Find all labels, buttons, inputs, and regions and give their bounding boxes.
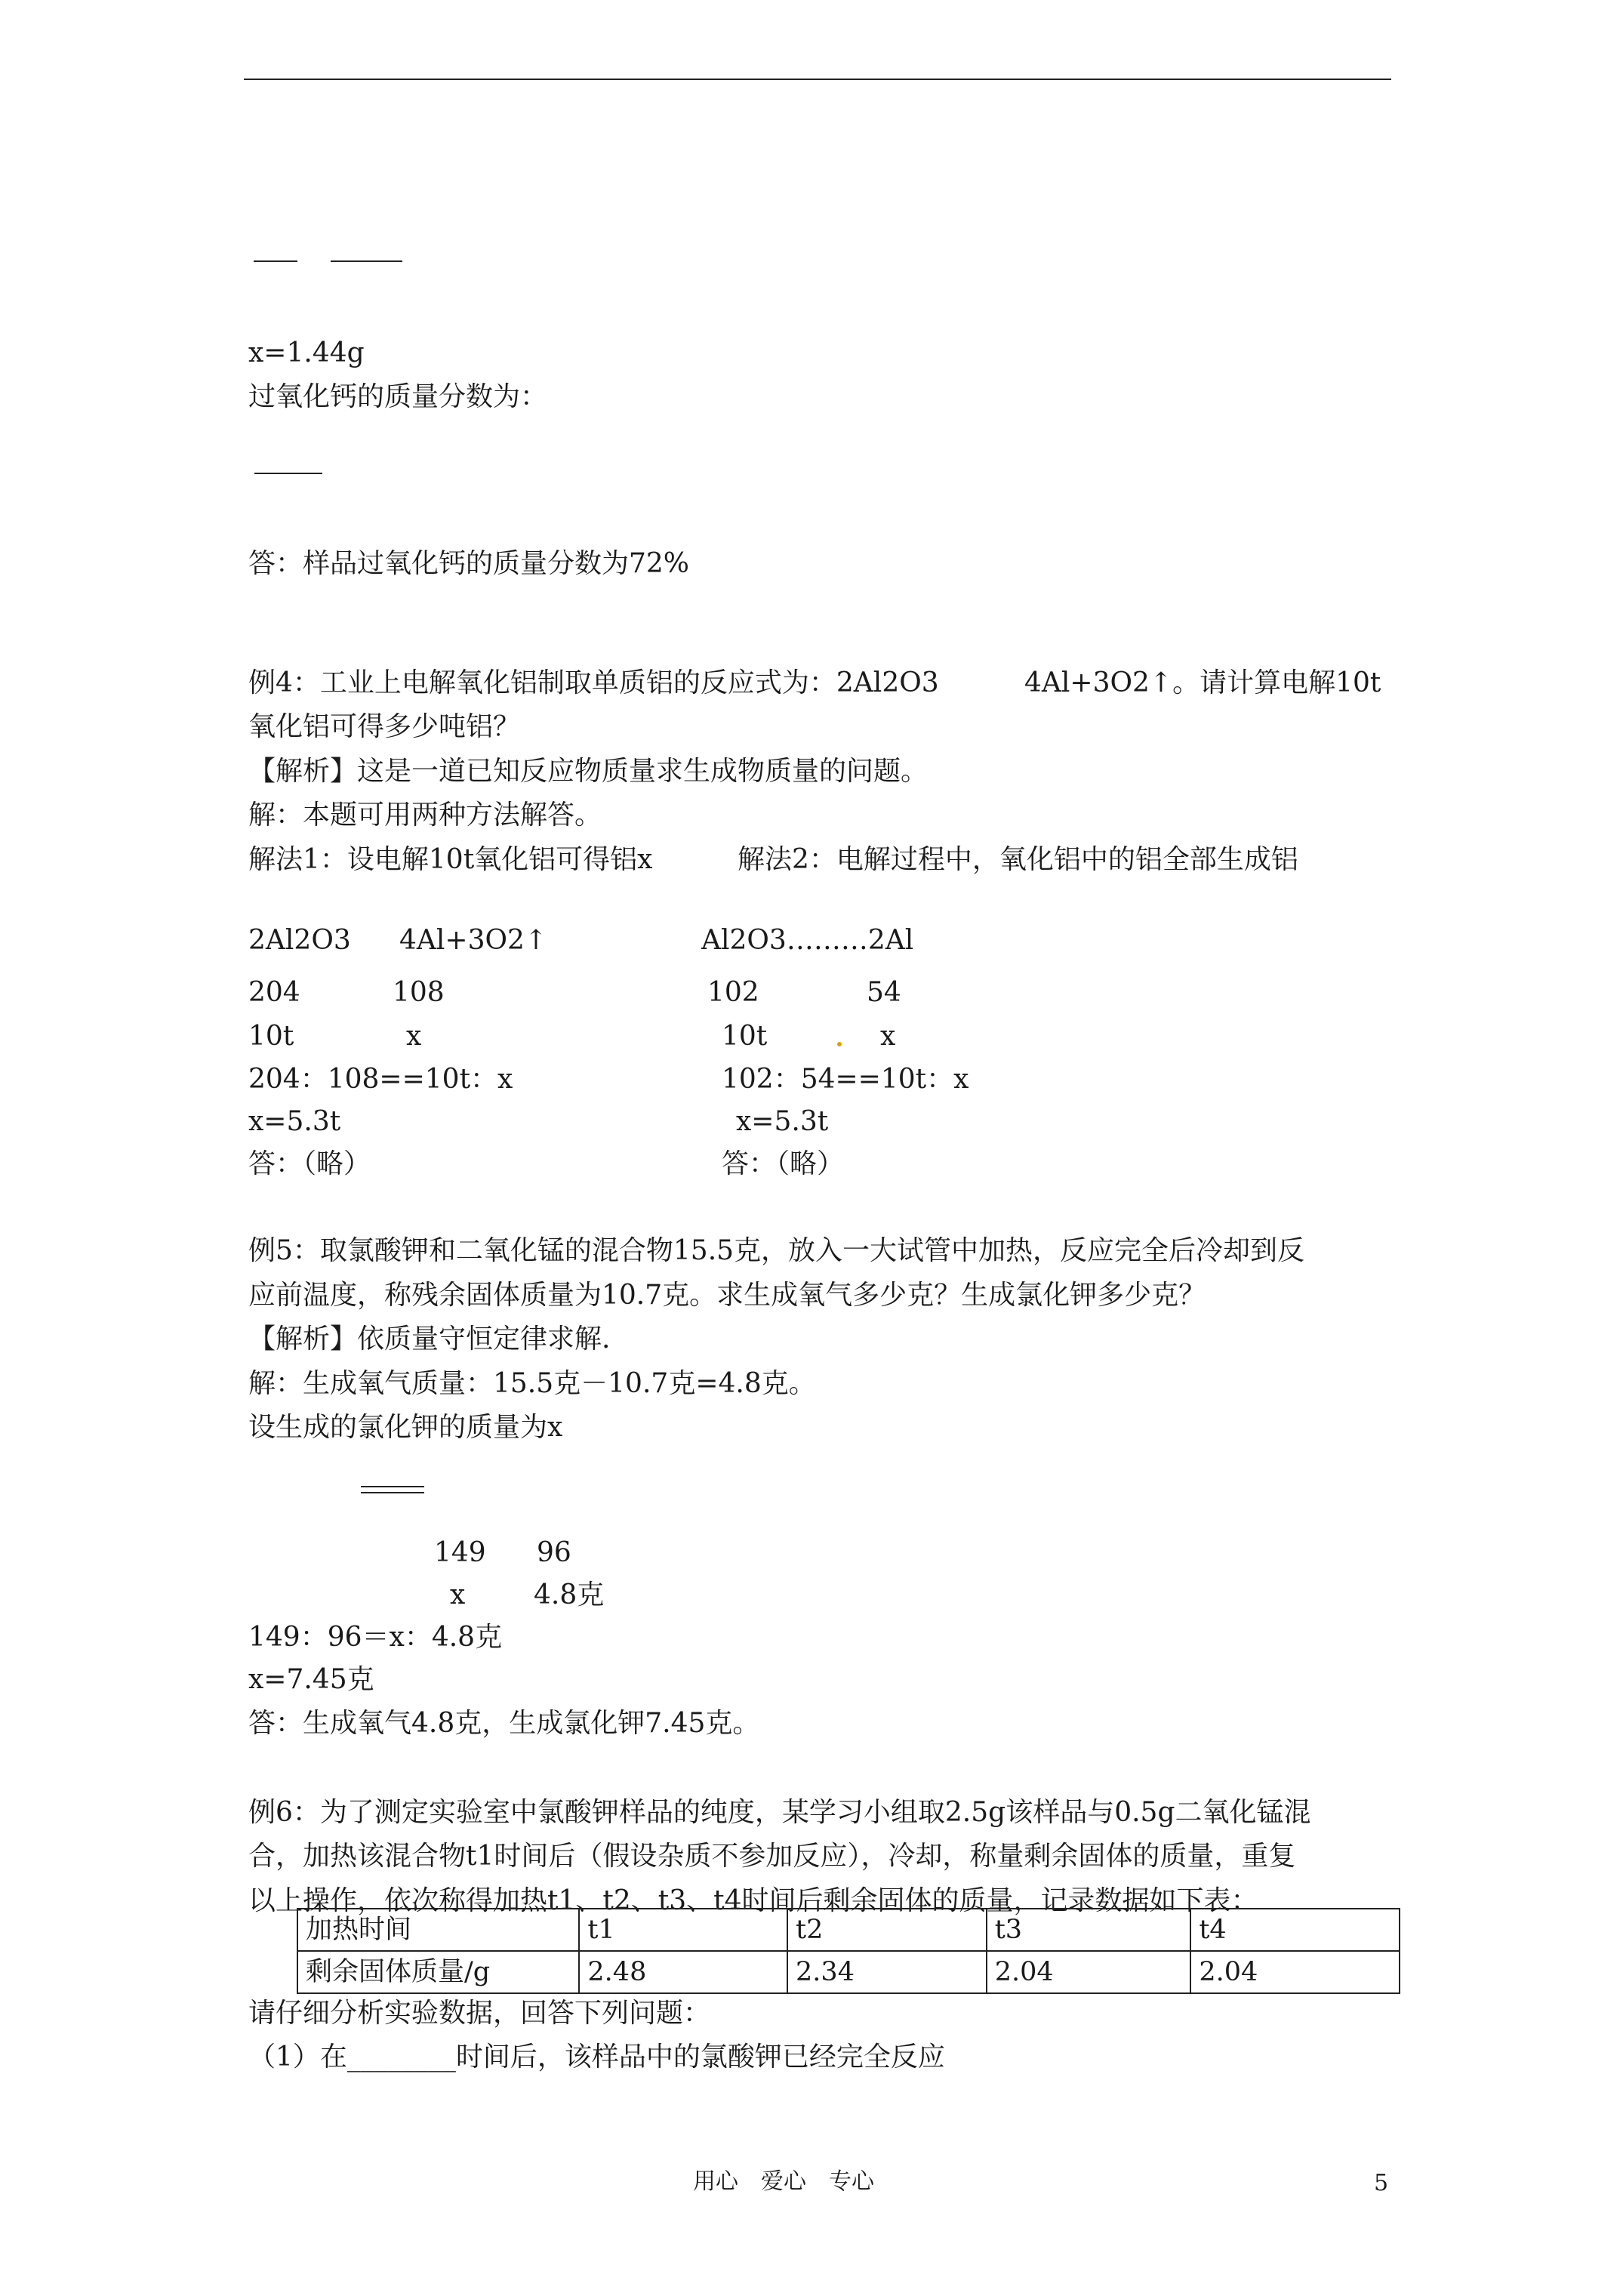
fraction-bar xyxy=(254,260,297,262)
equation-sign xyxy=(361,1492,424,1493)
table-cell: 剩余固体质量/g xyxy=(297,1951,579,1993)
table-row xyxy=(297,1951,1400,1993)
text-line: 解法1：设电解10t氧化铝可得铝x xyxy=(248,844,653,875)
text-line: 答：生成氧气4.8克，生成氯化钾7.45克。 xyxy=(248,1708,760,1739)
text-line: 解：生成氧气质量：15.5克－10.7克=4.8克。 xyxy=(248,1368,816,1399)
text-line: 例6：为了测定实验室中氯酸钾样品的纯度，某学习小组取2.5g该样品与0.5g二氧化锰混 xyxy=(248,1797,1311,1828)
data-table xyxy=(297,1908,1400,1994)
table-cell: 2.04 xyxy=(987,1951,1191,1993)
equation-line: 2Al2O3 xyxy=(248,925,351,956)
table-cell: t2 xyxy=(787,1909,987,1951)
equation-line: 4.8克 xyxy=(534,1579,605,1610)
text-line: 149：96＝x：4.8克 xyxy=(248,1622,503,1653)
table-cell: 2.48 xyxy=(579,1951,787,1993)
equation-line: 102：54==10t：x xyxy=(722,1064,969,1095)
table-cell: t4 xyxy=(1190,1909,1400,1951)
equation-line: x xyxy=(406,1021,422,1052)
equation-line: x=5.3t xyxy=(736,1106,829,1137)
text-line: 解：本题可用两种方法解答。 xyxy=(248,800,602,831)
table-cell: 加热时间 xyxy=(297,1909,579,1951)
equation-line: x xyxy=(880,1021,896,1052)
table-cell: 2.34 xyxy=(787,1951,987,1993)
equation-line: 54 xyxy=(867,977,901,1008)
equation-line: 102 xyxy=(707,977,759,1008)
text-line: 解法2：电解过程中，氧化铝中的铝全部生成铝 xyxy=(738,844,1298,875)
equation-line: x xyxy=(450,1579,466,1610)
equation-line: 10t xyxy=(722,1021,768,1052)
text-line: 合，加热该混合物t1时间后（假设杂质不参加反应），冷却，称量剩余固体的质量，重复 xyxy=(248,1841,1296,1872)
marker-dot xyxy=(837,1042,842,1046)
table-cell: t3 xyxy=(987,1909,1191,1951)
text-line: 答：样品过氧化钙的质量分数为72% xyxy=(248,548,690,579)
footer-motto: 用心 爱心 专心 xyxy=(693,2168,874,2195)
text-line: 【解析】这是一道已知反应物质量求生成物质量的问题。 xyxy=(248,756,929,787)
equation-line: 204 xyxy=(248,977,300,1008)
equation-line: x=5.3t xyxy=(248,1106,341,1137)
text-line: 过氧化钙的质量分数为： xyxy=(248,381,548,412)
equation-line: 答：（略） xyxy=(248,1148,371,1179)
equation-sign xyxy=(361,1486,424,1487)
equation-line: 149 xyxy=(434,1537,486,1568)
text-line: （1）在________时间后，该样品中的氯酸钾已经完全反应 xyxy=(248,2042,945,2073)
equation-line: 204：108==10t：x xyxy=(248,1064,513,1095)
text-line: 设生成的氯化钾的质量为x xyxy=(248,1412,563,1443)
equation-line: 10t xyxy=(248,1021,294,1052)
text-line: 例5：取氯酸钾和二氧化锰的混合物15.5克，放入一大试管中加热，反应完全后冷却到反 xyxy=(248,1235,1305,1266)
text-line: x=7.45克 xyxy=(248,1664,374,1695)
equation-line: 96 xyxy=(537,1537,571,1568)
table-cell: t1 xyxy=(579,1909,787,1951)
header-rule xyxy=(244,79,1391,80)
text-line: 例4：工业上电解氧化铝制取单质铝的反应式为：2Al2O3 xyxy=(248,667,939,698)
text-line: 【解析】依质量守恒定律求解. xyxy=(248,1324,611,1354)
equation-line: 108 xyxy=(393,977,445,1008)
text-line: 氧化铝可得多少吨铝？ xyxy=(248,711,521,742)
text-line: 以上操作，依次称得加热t1、t2、t3、t4时间后剩余固体的质量，记录数据如下表： xyxy=(248,1885,1258,1916)
text-line: 应前温度，称残余固体质量为10.7克。求生成氧气多少克？生成氯化钾多少克？ xyxy=(248,1280,1206,1311)
table-cell: 2.04 xyxy=(1190,1951,1400,1993)
equation-line: 4Al+3O2↑ xyxy=(399,925,548,956)
fraction-bar xyxy=(331,260,402,262)
fraction-bar xyxy=(254,473,322,474)
text-line: x=1.44g xyxy=(248,337,365,368)
equation-line: 答：（略） xyxy=(722,1148,845,1179)
table-header-row xyxy=(297,1909,1400,1951)
equation-line: Al2O3………2Al xyxy=(701,925,914,956)
text-line: 4Al+3O2↑。请计算电解10t xyxy=(1024,667,1381,698)
page-number: 5 xyxy=(1374,2170,1389,2196)
text-line: 请仔细分析实验数据，回答下列问题： xyxy=(248,1998,711,2029)
